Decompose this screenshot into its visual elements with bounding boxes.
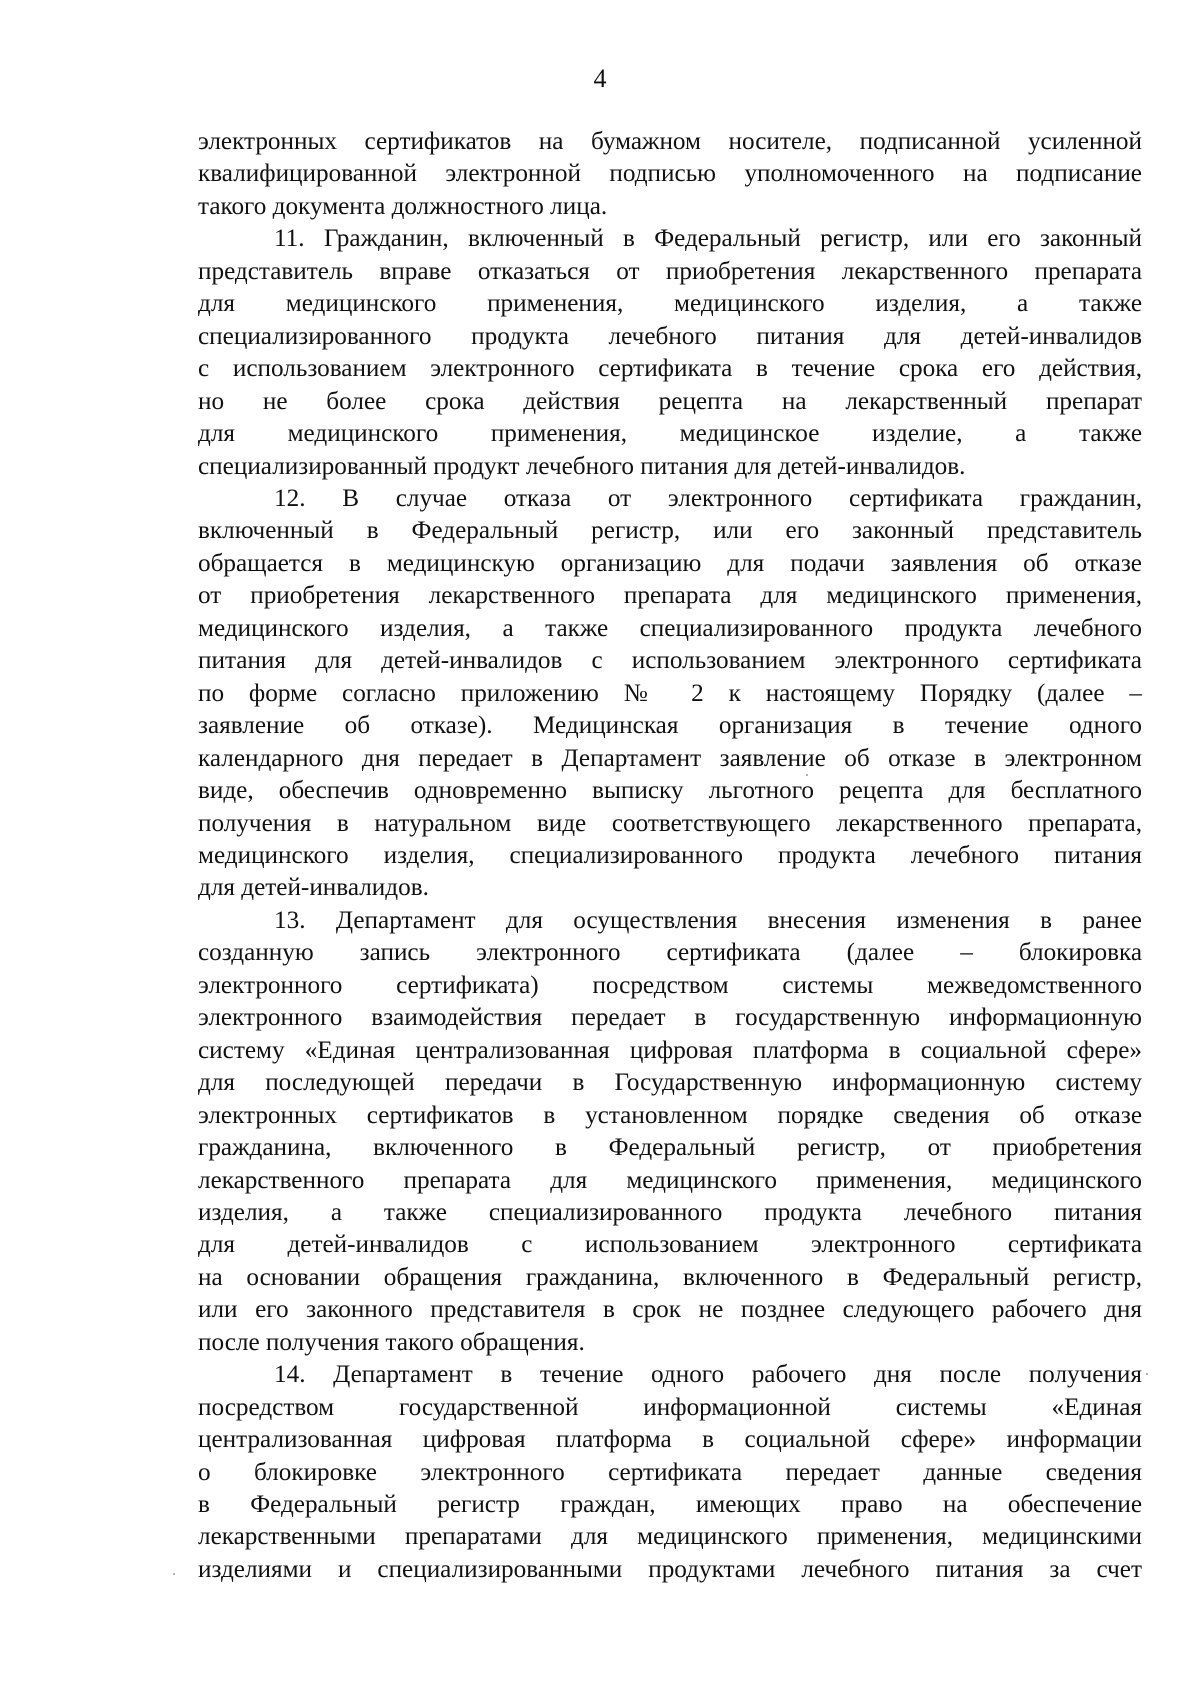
text-line: заявление об отказе). Медицинская организация в течение одного: [198, 712, 1142, 740]
text-line: в Федеральный регистр граждан, имеющих право на обеспечение: [198, 1491, 1142, 1519]
text-line: систему «Единая централизованная цифровая платформа в социальной сфере»: [198, 1036, 1142, 1064]
paragraph-continuation: [198, 126, 1142, 223]
text-line: лекарственного препарата для медицинского применения, медицинского: [198, 1166, 1142, 1194]
text-line: изделия, а также специализированного продукта лечебного питания: [198, 1198, 1142, 1226]
text-line: 12. В случае отказа от электронного сертификата гражданин,: [274, 484, 1142, 512]
scan-speck: [806, 774, 808, 776]
scan-speck: [173, 1573, 175, 1575]
text-line: представитель вправе отказаться от приобретения лекарственного препарата: [198, 257, 1142, 285]
text-line: централизованная цифровая платформа в социальной сфере» информации: [198, 1426, 1142, 1454]
text-line: с использованием электронного сертификата в течение срока его действия,: [198, 355, 1142, 383]
text-line: изделиями и специализированными продуктами лечебного питания за счет: [198, 1555, 1142, 1583]
page-number: 4: [593, 64, 607, 93]
text-line: включенный в Федеральный регистр, или его законный представитель: [198, 517, 1142, 545]
text-line: квалифицированной электронной подписью уполномоченного на подписание: [198, 160, 1142, 188]
text-line: после получения такого обращения.: [198, 1328, 585, 1356]
text-line: календарного дня передает в Департамент заявление об отказе в электронном: [198, 744, 1142, 772]
text-line: медицинского изделия, а также специализированного продукта лечебного: [198, 614, 1142, 642]
text-line: для последующей передачи в Государственную информационную систему: [198, 1069, 1142, 1097]
text-line: или его законного представителя в срок не позднее следующего рабочего дня: [198, 1296, 1142, 1324]
text-line: лекарственными препаратами для медицинского применения, медицинскими: [198, 1523, 1142, 1551]
text-line: 13. Департамент для осуществления внесения изменения в ранее: [274, 906, 1142, 934]
paragraph-item-11: [198, 223, 1142, 483]
text-line: посредством государственной информационной системы «Единая: [198, 1393, 1142, 1421]
text-line: электронных сертификатов в установленном порядке сведения об отказе: [198, 1101, 1142, 1129]
text-line: для медицинского применения, медицинское изделие, а также: [198, 420, 1142, 448]
text-line: для медицинского применения, медицинского изделия, а также: [198, 290, 1142, 318]
text-line: электронных сертификатов на бумажном носителе, подписанной усиленной: [198, 128, 1142, 155]
document-body: [198, 126, 1142, 1586]
paragraph-item-12: [198, 483, 1142, 905]
text-line: для детей-инвалидов с использованием электронного сертификата: [198, 1231, 1142, 1259]
text-line: получения в натуральном виде соответствующего лекарственного препарата,: [198, 809, 1142, 837]
text-line: гражданина, включенного в Федеральный регистр, от приобретения: [198, 1134, 1142, 1162]
text-line: виде, обеспечив одновременно выписку льготного рецепта для бесплатного: [198, 777, 1142, 805]
text-line: такого документа должностного лица.: [198, 192, 608, 220]
text-line: по форме согласно приложению № 2 к настоящему Порядку (далее –: [198, 679, 1142, 707]
text-line: специализированного продукта лечебного питания для детей-инвалидов: [198, 322, 1142, 350]
paragraph-item-13: [198, 905, 1142, 1359]
text-line: электронного взаимодействия передает в государственную информационную: [198, 1004, 1142, 1032]
scan-speck: [1146, 1373, 1148, 1375]
paragraph-item-14: [198, 1359, 1142, 1586]
text-line: о блокировке электронного сертификата передает данные сведения: [198, 1458, 1142, 1486]
text-line: медицинского изделия, специализированного продукта лечебного питания: [198, 841, 1142, 869]
text-line: созданную запись электронного сертификата (далее – блокировка: [198, 939, 1142, 967]
text-line: специализированный продукт лечебного питания для детей-инвалидов.: [198, 452, 966, 480]
text-line: обращается в медицинскую организацию для подачи заявления об отказе: [198, 549, 1142, 577]
text-line: но не более срока действия рецепта на лекарственный препарат: [198, 387, 1142, 415]
text-line: от приобретения лекарственного препарата для медицинского применения,: [198, 582, 1142, 610]
text-line: на основании обращения гражданина, включенного в Федеральный регистр,: [198, 1263, 1142, 1291]
text-line: 14. Департамент в течение одного рабочего дня после получения: [274, 1361, 1142, 1389]
text-line: 11. Гражданин, включенный в Федеральный регистр, или его законный: [274, 225, 1142, 253]
text-line: питания для детей-инвалидов с использованием электронного сертификата: [198, 647, 1142, 675]
text-line: электронного сертификата) посредством системы межведомственного: [198, 971, 1142, 999]
text-line: для детей-инвалидов.: [198, 874, 429, 902]
